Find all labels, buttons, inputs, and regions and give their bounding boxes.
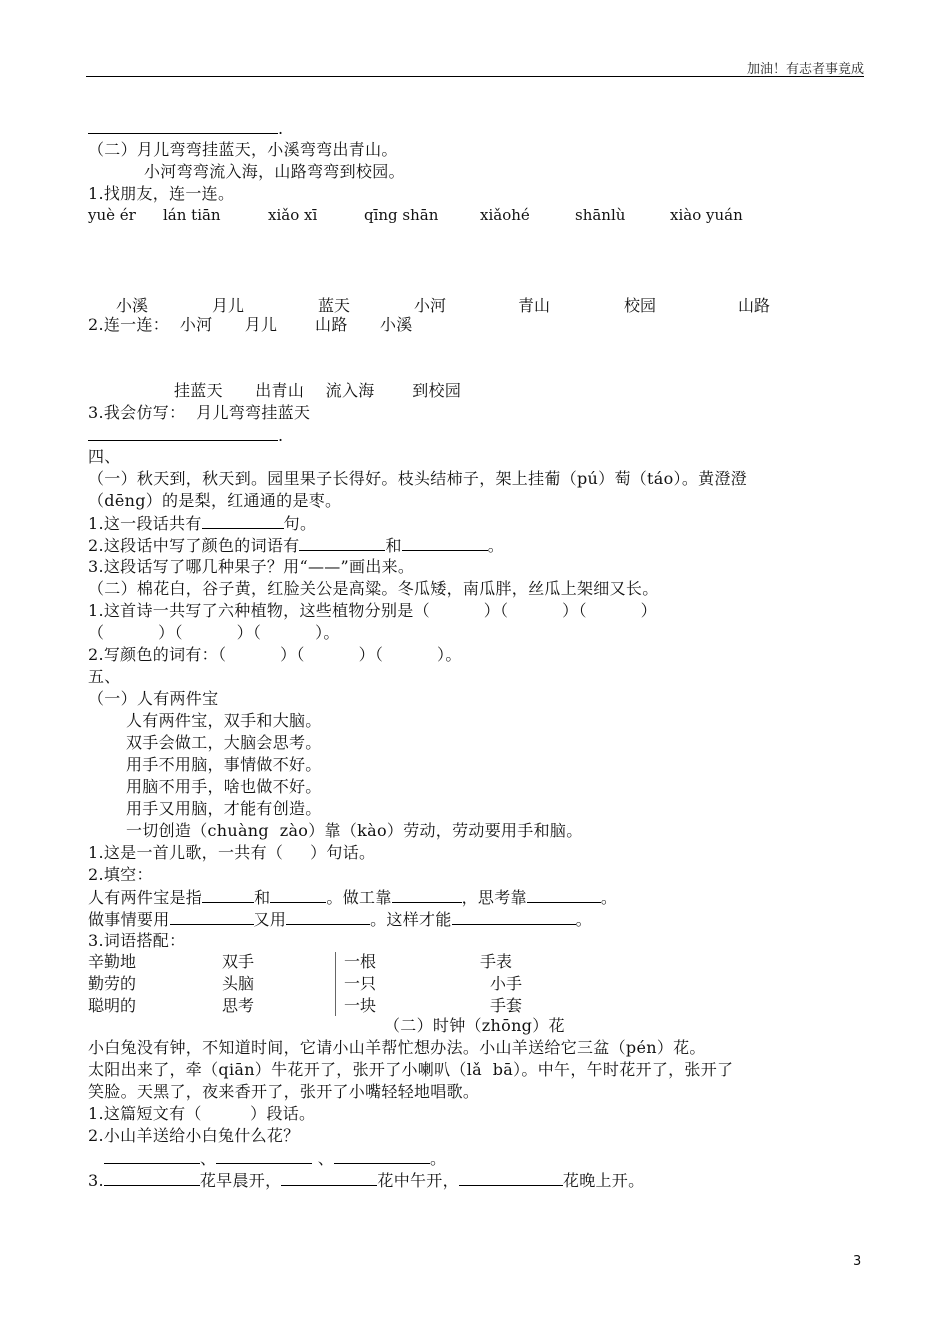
answer-line: . — [88, 425, 283, 446]
passage-line: （一）秋天到，秋天到。园里果子长得好。枝头结柿子，架上挂葡（pú）萄（táo）。黄澄澄 — [88, 469, 748, 488]
column-divider — [335, 952, 336, 1016]
question: 2.写颜色的词有：（ ）（ ）（ ）。 — [88, 645, 462, 664]
blank[interactable] — [527, 887, 601, 903]
question: 1.这首诗一共写了六种植物，这些植物分别是（ ）（ ）（ ） — [88, 601, 657, 620]
answer-line: . — [88, 118, 283, 139]
match-right-b: 手表 — [480, 952, 513, 971]
question: 1.这是一首儿歌，一共有（ ）句话。 — [88, 843, 376, 862]
match-right-b: 小手 — [490, 974, 523, 993]
question: 1.这一段话共有 句。 — [88, 514, 317, 533]
poem-line: 用脑不用手，啥也做不好。 — [126, 777, 322, 796]
word-item: 校园 — [624, 296, 657, 315]
page-number: 3 — [853, 1254, 862, 1269]
poem-line: （二）月儿弯弯挂蓝天，小溪弯弯出青山。 — [88, 140, 398, 159]
blank[interactable] — [392, 887, 462, 903]
blank[interactable] — [104, 1170, 200, 1186]
match-mid: 双手 — [222, 952, 255, 971]
question: 2.这段话中写了颜色的词语有 和 。 — [88, 536, 505, 555]
question: （ ）（ ）（ ）。 — [88, 623, 340, 642]
word-item: 小河 — [414, 296, 447, 315]
passage-line: 笑脸。天黑了，夜来香开了，张开了小嘴轻轻地唱歌。 — [88, 1082, 480, 1101]
pinyin-item: xiǎohé — [480, 206, 530, 224]
poem-line: 用手又用脑，才能有创造。 — [126, 799, 322, 818]
poem-line: 一切创造（chuàng zào）靠（kào）劳动，劳动要用手和脑。 — [126, 821, 583, 840]
blank[interactable] — [104, 1148, 200, 1164]
passage-line: （二）棉花白，谷子黄，红脸关公是高粱。冬瓜矮，南瓜胖，丝瓜上架细又长。 — [88, 579, 659, 598]
fill-in-line: 做事情要用 又用 。这样才能 。 — [88, 910, 592, 929]
match-right-a: 一只 — [344, 974, 377, 993]
fill-in-line: 人有两件宝是指 和 。做工靠 ，思考靠 。 — [88, 888, 618, 907]
poem-line: 用手不用脑，事情做不好。 — [126, 755, 322, 774]
question: 3.这段话写了哪几种果子？用“——”画出来。 — [88, 557, 415, 576]
question: 3.词语搭配： — [88, 931, 186, 950]
pinyin-item: shānlù — [575, 206, 626, 224]
word-item: 月儿 — [212, 296, 245, 315]
match-left: 聪明的 — [88, 996, 137, 1015]
pinyin-item: lán tiān — [163, 206, 221, 224]
word-item: 青山 — [518, 296, 551, 315]
header-rule — [86, 76, 864, 77]
poem-line: 小河弯弯流入海，山路弯弯到校园。 — [144, 162, 405, 181]
subsection-title: （一）人有两件宝 — [88, 689, 219, 708]
blank[interactable] — [459, 1170, 563, 1186]
blank[interactable] — [281, 1170, 377, 1186]
pinyin-item: qīng shān — [364, 206, 439, 224]
passage-line: 小白兔没有钟，不知道时间，它请小山羊帮忙想办法。小山羊送给它三盆（pén）花。 — [88, 1038, 706, 1057]
question: 2.小山羊送给小白兔什么花？ — [88, 1126, 300, 1145]
match-mid: 思考 — [222, 996, 255, 1015]
blank[interactable] — [202, 887, 254, 903]
match-right-b: 手套 — [490, 996, 523, 1015]
blank[interactable] — [452, 909, 576, 925]
fill-in-line: 3. 花早晨开， 花中午开， 花晚上开。 — [88, 1171, 645, 1190]
fill-in-line: 、 、 。 — [104, 1148, 446, 1169]
blank[interactable] — [202, 513, 284, 529]
poem-line: 人有两件宝，双手和大脑。 — [126, 711, 322, 730]
pinyin-item: yuè ér — [88, 206, 136, 224]
poem-line: 双手会做工，大脑会思考。 — [126, 733, 322, 752]
section-heading: 四、 — [88, 447, 121, 466]
pinyin-item: xiào yuán — [670, 206, 743, 224]
subsection-title: （二）时钟（zhōng）花 — [384, 1016, 565, 1035]
match-left: 勤劳的 — [88, 974, 137, 993]
question: 1.找朋友，连一连。 — [88, 184, 235, 203]
match-left: 辛勤地 — [88, 952, 137, 971]
question: 2.连一连： 小河 月儿 山路 小溪 — [88, 315, 413, 334]
question: 2.填空： — [88, 865, 153, 884]
blank[interactable] — [270, 887, 326, 903]
pinyin-item: xiǎo xī — [268, 206, 318, 224]
question: 3.我会仿写： 月儿弯弯挂蓝天 — [88, 403, 311, 422]
match-right-a: 一块 — [344, 996, 377, 1015]
header-motto: 加油！有志者事竟成 — [746, 62, 864, 77]
blank[interactable] — [170, 909, 254, 925]
passage-line: （dēng）的是梨，红通通的是枣。 — [88, 491, 342, 510]
match-mid: 头脑 — [222, 974, 255, 993]
blank[interactable] — [299, 535, 385, 551]
phrase-row: 挂蓝天 出青山 流入海 到校园 — [174, 381, 462, 400]
word-item: 山路 — [738, 296, 771, 315]
word-item: 蓝天 — [318, 296, 351, 315]
question: 1.这篇短文有（ ）段话。 — [88, 1104, 316, 1123]
passage-line: 太阳出来了，牵（qiān）牛花开了，张开了小喇叭（lǎ bā）。中午，午时花开了，张开了 — [88, 1060, 734, 1079]
blank[interactable] — [88, 425, 278, 441]
section-heading: 五、 — [88, 667, 121, 686]
blank[interactable] — [402, 535, 488, 551]
blank[interactable] — [216, 1148, 312, 1164]
word-item: 小溪 — [116, 296, 149, 315]
blank[interactable] — [286, 909, 370, 925]
blank[interactable] — [334, 1148, 430, 1164]
match-right-a: 一根 — [344, 952, 377, 971]
blank[interactable] — [88, 118, 278, 134]
